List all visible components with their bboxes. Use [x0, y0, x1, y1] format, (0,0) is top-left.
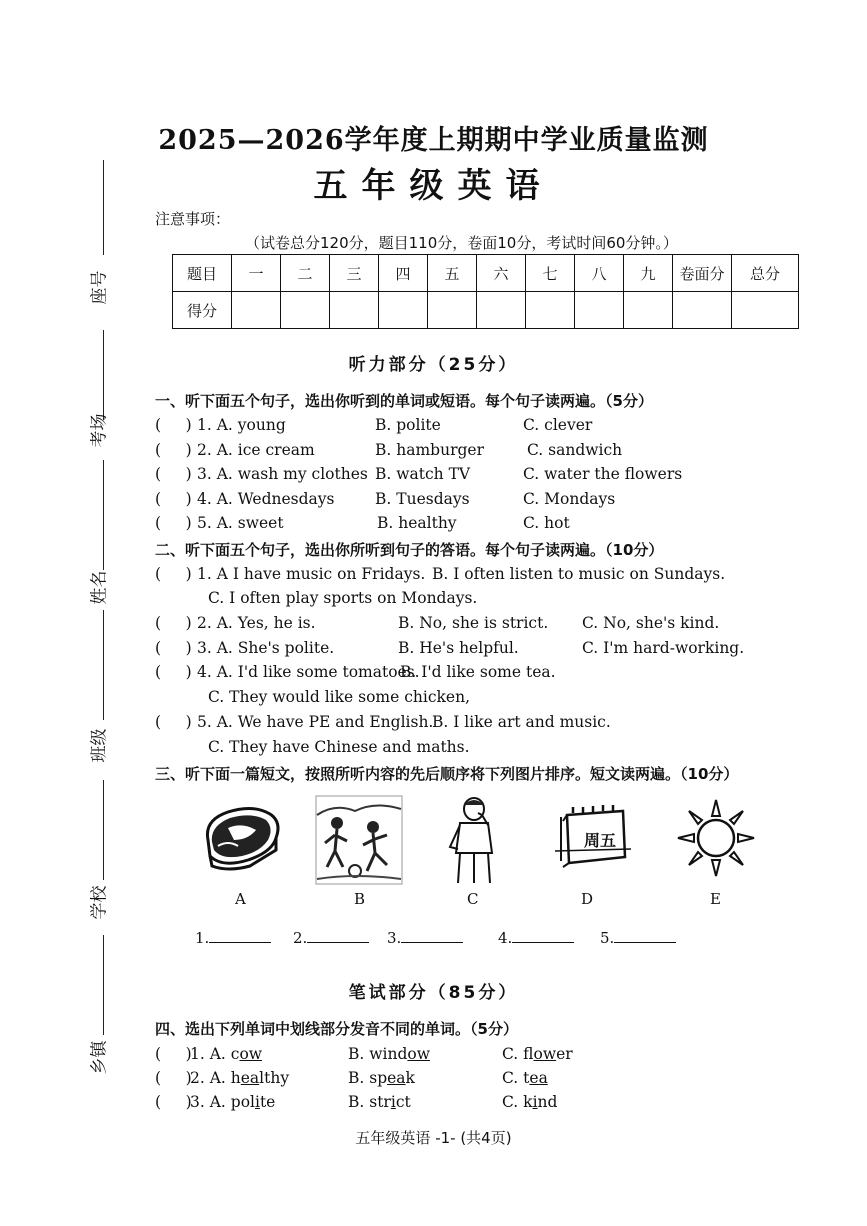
score-row-label: 得分 [173, 292, 232, 329]
picture-label-e: E [710, 890, 721, 908]
score-cell[interactable] [673, 292, 732, 329]
q2-option-c: C. They have Chinese and maths. [208, 738, 470, 756]
q4-option-c: C. flower [502, 1045, 573, 1063]
q2-option-b: B. I often listen to music on Sundays. [432, 565, 726, 583]
score-cell[interactable] [330, 292, 379, 329]
side-field-school: 学校 [89, 885, 110, 920]
q1-option-a: 1. A. young [197, 416, 286, 434]
answer-line[interactable] [614, 928, 676, 943]
q2-option-a: 4. A. I'd like some tomatoes. [197, 663, 420, 681]
q2-option-a: 2. A. Yes, he is. [197, 614, 316, 632]
q1-paren[interactable]: ( ) [155, 441, 192, 459]
q1-option-b: B. watch TV [375, 465, 471, 483]
score-header-cell: 九 [624, 255, 673, 292]
q2-option-b: B. I'd like some tea. [400, 663, 556, 681]
q4-option-c: C. tea [502, 1069, 548, 1087]
picture-label-d: D [581, 890, 594, 908]
score-header-cell: 一 [232, 255, 281, 292]
score-cell[interactable] [575, 292, 624, 329]
calendar-text: 周五 [584, 831, 617, 850]
q1-paren[interactable]: ( ) [155, 416, 192, 434]
q4-paren[interactable]: ( ) [155, 1045, 192, 1063]
notice-label: 注意事项： [155, 210, 231, 228]
question-3-head: 三、听下面一篇短文，按照所听内容的先后顺序将下列图片排序。短文读两遍。（10分） [155, 765, 739, 783]
q4-option-a: 1. A. cow [190, 1045, 263, 1063]
answer-line[interactable] [401, 928, 463, 943]
q2-option-c: C. They would like some chicken, [208, 688, 470, 706]
side-line [103, 460, 104, 570]
side-line [103, 610, 104, 720]
question-2-head: 二、听下面五个句子，选出你所听到句子的答语。每个句子读两遍。（10分） [155, 541, 664, 559]
q4-option-b: B. window [348, 1045, 430, 1063]
score-header-cell: 总分 [732, 255, 799, 292]
q4-paren[interactable]: ( ) [155, 1069, 192, 1087]
q2-paren[interactable]: ( ) [155, 639, 192, 657]
kids-playing-football-picture [315, 795, 403, 885]
score-cell[interactable] [281, 292, 330, 329]
q1-option-b: B. polite [375, 416, 441, 434]
q1-option-a: 3. A. wash my clothes [197, 465, 368, 483]
q1-option-b: B. healthy [377, 514, 457, 532]
q2-option-b: B. No, she is strict. [398, 614, 549, 632]
score-cell[interactable] [232, 292, 281, 329]
q4-option-a: 3. A. polite [190, 1093, 276, 1111]
order-blank-2[interactable] [293, 928, 369, 947]
q2-paren[interactable]: ( ) [155, 614, 192, 632]
picture-label-b: B [354, 890, 366, 908]
score-header-cell: 五 [428, 255, 477, 292]
steak-picture [198, 800, 284, 872]
q1-paren[interactable]: ( ) [155, 514, 192, 532]
score-cell[interactable] [477, 292, 526, 329]
blank-number: 1. [195, 929, 210, 947]
score-header-cell: 六 [477, 255, 526, 292]
q2-paren[interactable]: ( ) [155, 663, 192, 681]
q1-option-a: 2. A. ice cream [197, 441, 315, 459]
answer-line[interactable] [512, 928, 574, 943]
page-footer: 五年级英语 -1- (共4页) [355, 1129, 512, 1147]
q1-option-a: 5. A. sweet [197, 514, 284, 532]
q1-option-c: C. water the flowers [523, 465, 683, 483]
sun-picture [676, 798, 756, 878]
q1-option-b: B. Tuesdays [375, 490, 470, 508]
score-header-cell: 七 [526, 255, 575, 292]
side-field-name: 姓名 [89, 570, 110, 605]
boy-eating-picture [446, 795, 502, 887]
q1-option-c: C. sandwich [527, 441, 623, 459]
exam-subject: 五年级英语 [313, 166, 554, 206]
writing-section-title: 笔试部分（85分） [348, 983, 519, 1003]
q2-option-b: B. He's helpful. [398, 639, 519, 657]
side-field-room: 考场 [89, 413, 110, 448]
listening-section-title: 听力部分（25分） [348, 355, 519, 375]
score-header-cell: 四 [379, 255, 428, 292]
order-blank-1[interactable] [195, 928, 271, 947]
exam-title: 2025—2026学年度上期期中学业质量监测 [158, 125, 709, 156]
blank-number: 5. [600, 929, 615, 947]
q2-option-c: C. No, she's kind. [582, 614, 720, 632]
q4-option-a: 2. A. healthy [190, 1069, 290, 1087]
score-cell[interactable] [379, 292, 428, 329]
side-line [103, 330, 104, 420]
score-cell[interactable] [526, 292, 575, 329]
side-line [103, 780, 104, 880]
q1-option-a: 4. A. Wednesdays [197, 490, 335, 508]
q1-option-b: B. hamburger [375, 441, 484, 459]
q2-paren[interactable]: ( ) [155, 713, 192, 731]
score-cell[interactable] [624, 292, 673, 329]
answer-line[interactable] [307, 928, 369, 943]
side-field-town: 乡镇 [89, 1040, 110, 1075]
q2-option-c: C. I'm hard-working. [582, 639, 745, 657]
blank-number: 2. [293, 929, 308, 947]
side-field-seat: 座号 [89, 270, 110, 305]
q4-option-b: B. speak [348, 1069, 415, 1087]
picture-label-c: C [467, 890, 479, 908]
order-blank-4[interactable] [498, 928, 574, 947]
blank-number: 4. [498, 929, 513, 947]
score-header-cell: 题目 [173, 255, 232, 292]
notice-text: （试卷总分120分，题目110分，卷面10分，考试时间60分钟。） [245, 234, 678, 252]
order-blank-5[interactable] [600, 928, 676, 947]
score-cell[interactable] [428, 292, 477, 329]
answer-line[interactable] [209, 928, 271, 943]
q2-option-b: B. I like art and music. [432, 713, 611, 731]
q1-paren[interactable]: ( ) [155, 490, 192, 508]
q4-option-c: C. kind [502, 1093, 558, 1111]
q2-option-c: C. I often play sports on Mondays. [208, 589, 478, 607]
q4-option-b: B. strict [348, 1093, 411, 1111]
q2-option-a: 3. A. She's polite. [197, 639, 335, 657]
question-1-head: 一、听下面五个句子，选出你听到的单词或短语。每个句子读两遍。（5分） [155, 392, 653, 410]
score-header-cell: 三 [330, 255, 379, 292]
score-table [172, 254, 799, 329]
q1-option-c: C. clever [523, 416, 593, 434]
q2-paren[interactable]: ( ) [155, 565, 192, 583]
picture-label-a: A [235, 890, 246, 908]
side-field-class: 班级 [89, 728, 110, 763]
score-table-score-row [173, 292, 799, 329]
score-header-cell: 二 [281, 255, 330, 292]
order-blank-3[interactable] [387, 928, 463, 947]
question-4-head: 四、选出下列单词中划线部分发音不同的单词。（5分） [155, 1020, 518, 1038]
q1-option-c: C. Mondays [523, 490, 616, 508]
blank-number: 3. [387, 929, 402, 947]
score-header-cell: 八 [575, 255, 624, 292]
q1-paren[interactable]: ( ) [155, 465, 192, 483]
score-table-header-row [173, 255, 799, 292]
q4-paren[interactable]: ( ) [155, 1093, 192, 1111]
score-header-cell: 卷面分 [673, 255, 732, 292]
score-cell[interactable] [732, 292, 799, 329]
q2-option-a: 1. A I have music on Fridays. [197, 565, 426, 583]
q1-option-c: C. hot [523, 514, 570, 532]
q2-option-a: 5. A. We have PE and English. [197, 713, 434, 731]
